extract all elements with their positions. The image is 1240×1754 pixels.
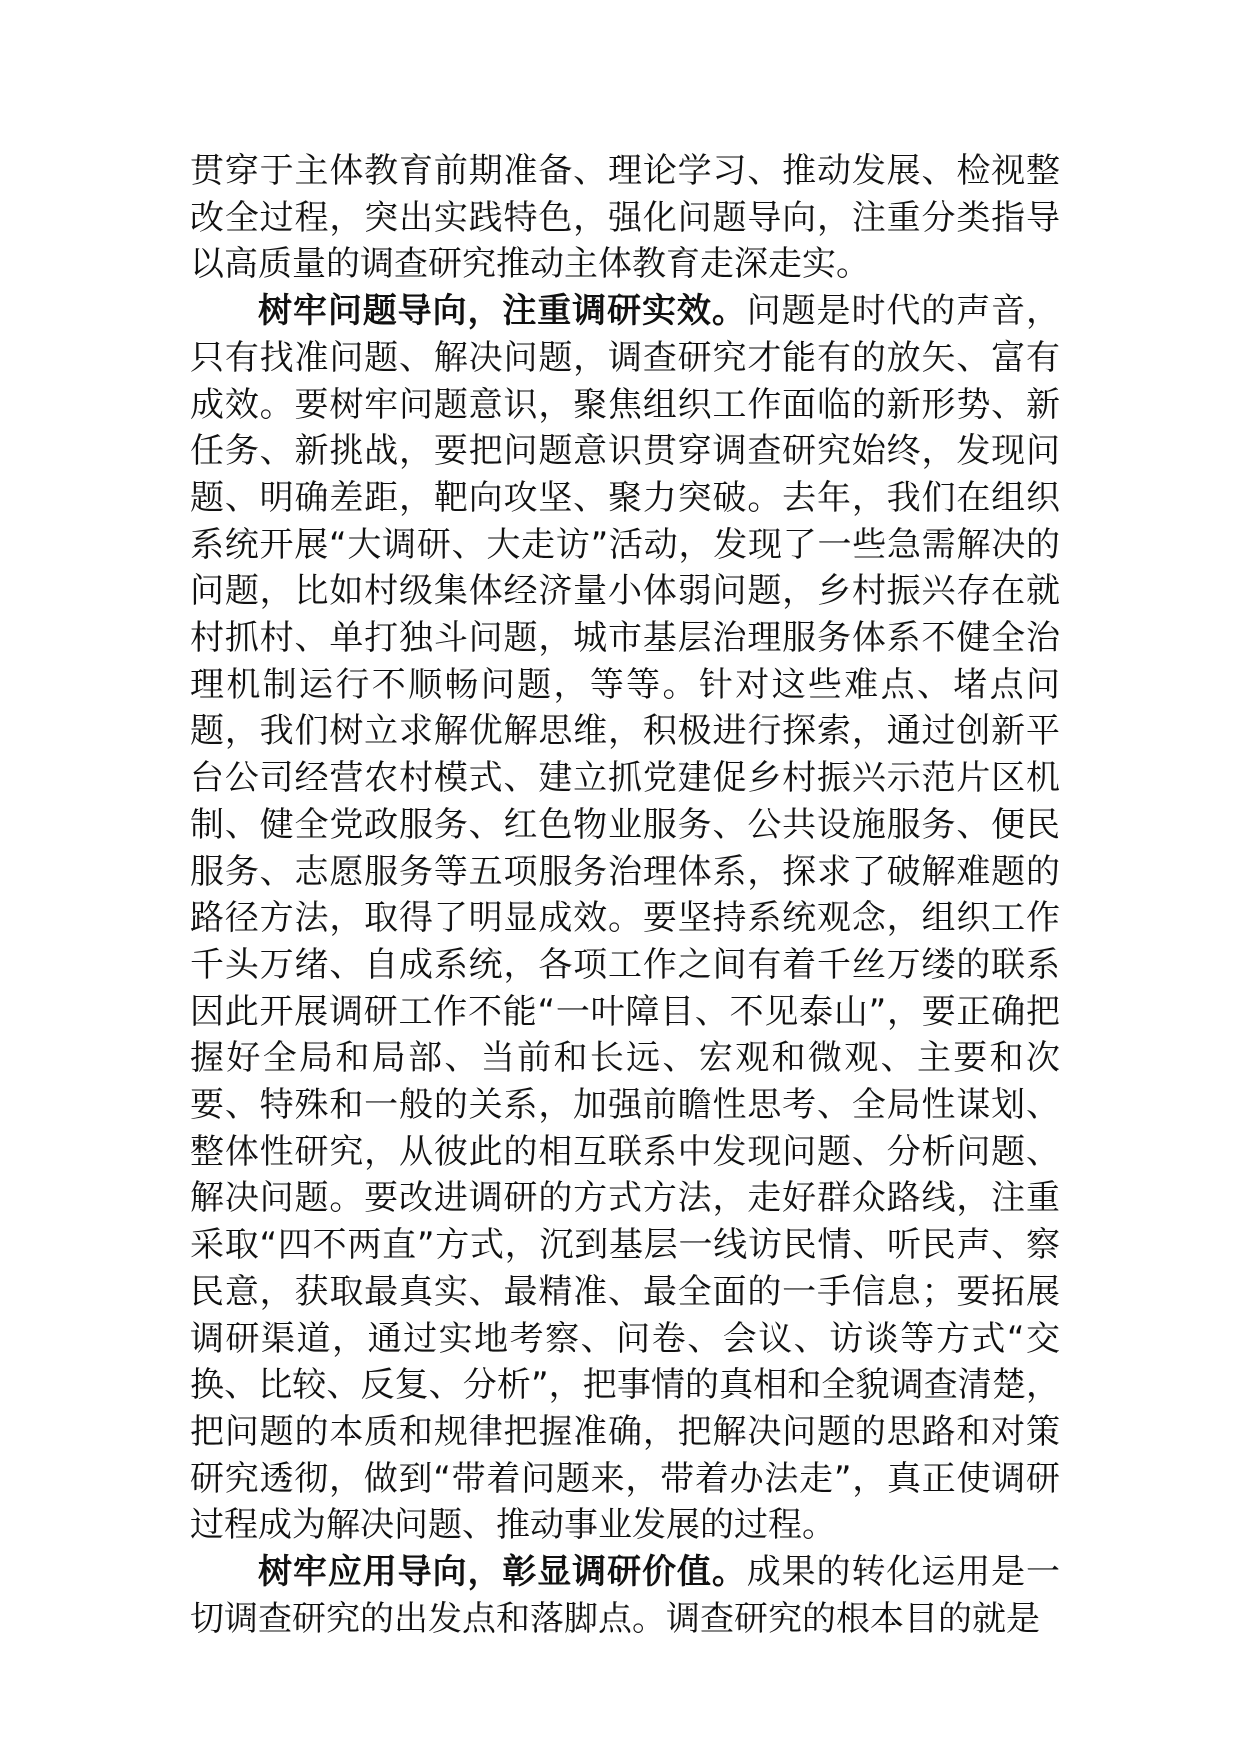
- paragraph-continuation: [190, 148, 1060, 288]
- paragraph-text: 问题是时代的声音，只有找准问题、解决问题，调查研究才能有的放矢、富有成效。要树牢问题意识，聚焦组织工作面临的新形势、新任务、新挑战，要把问题意识贯穿调查研究始终，发现问题、明确差距，靶向攻坚、聚力突破。去年，我们在组织系统开展“大调研、大走访”活动，发现了一些急需解决的问题，比如村级集体经济量小体弱问题，乡村振兴存在就村抓村、单打独斗问题，城市基层治理服务体系不健全治理机制运行不顺畅问题，等等。针对这些难点、堵点问题，我们树立求解优解思维，积极进行探索，通过创新平台公司经营农村模式、建立抓党建促乡村振兴示范片区机制、健全党政服务、红色物业服务、公共设施服务、便民服务、志愿服务等五项服务治理体系，探求了破解难题的路径方法，取得了明显成效。要坚持系统观念，组织工作千头万绪、自成系统，各项工作之间有着千丝万缕的联系因此开展调研工作不能“一叶障目、不见泰山”，要正确把握好全局和局部、当前和长远、宏观和微观、主要和次要、特殊和一般的关系，加强前瞻性思考、全局性谋划、整体性研究，从彼此的相互联系中发现问题、分析问题、解决问题。要改进调研的方式方法，走好群众路线，注重采取“四不两直”方式，沉到基层一线访民情、听民声、察民意，获取最真实、最精准、最全面的一手信息；要拓展调研渠道，通过实地考察、问卷、会议、访谈等方式“交换、比较、反复、分析”，把事情的真相和全貌调查清楚，把问题的本质和规律把握准确，把解决问题的思路和对策研究透彻，做到“带着问题来，带着办法走”，真正使调研过程成为解决问题、推动事业发展的过程。: [190, 291, 1061, 1546]
- paragraph-heading: 树牢问题导向，注重调研实效。: [258, 291, 747, 332]
- paragraph-heading: 树牢应用导向，彰显调研价值。: [258, 1552, 747, 1593]
- document-body: [190, 148, 1060, 1643]
- paragraph-text: 成果的转化运用是一切调查研究的出发点和落脚点。调查研究的根本目的就是: [190, 1552, 1061, 1639]
- paragraph-text: 贯穿于主体教育前期准备、理论学习、推动发展、检视整改全过程，突出实践特色，强化问题导向，注重分类指导以高质量的调查研究推动主体教育走深走实。: [190, 151, 1060, 285]
- paragraph-application-orientation: [190, 1549, 1060, 1642]
- paragraph-problem-orientation: [190, 288, 1060, 1549]
